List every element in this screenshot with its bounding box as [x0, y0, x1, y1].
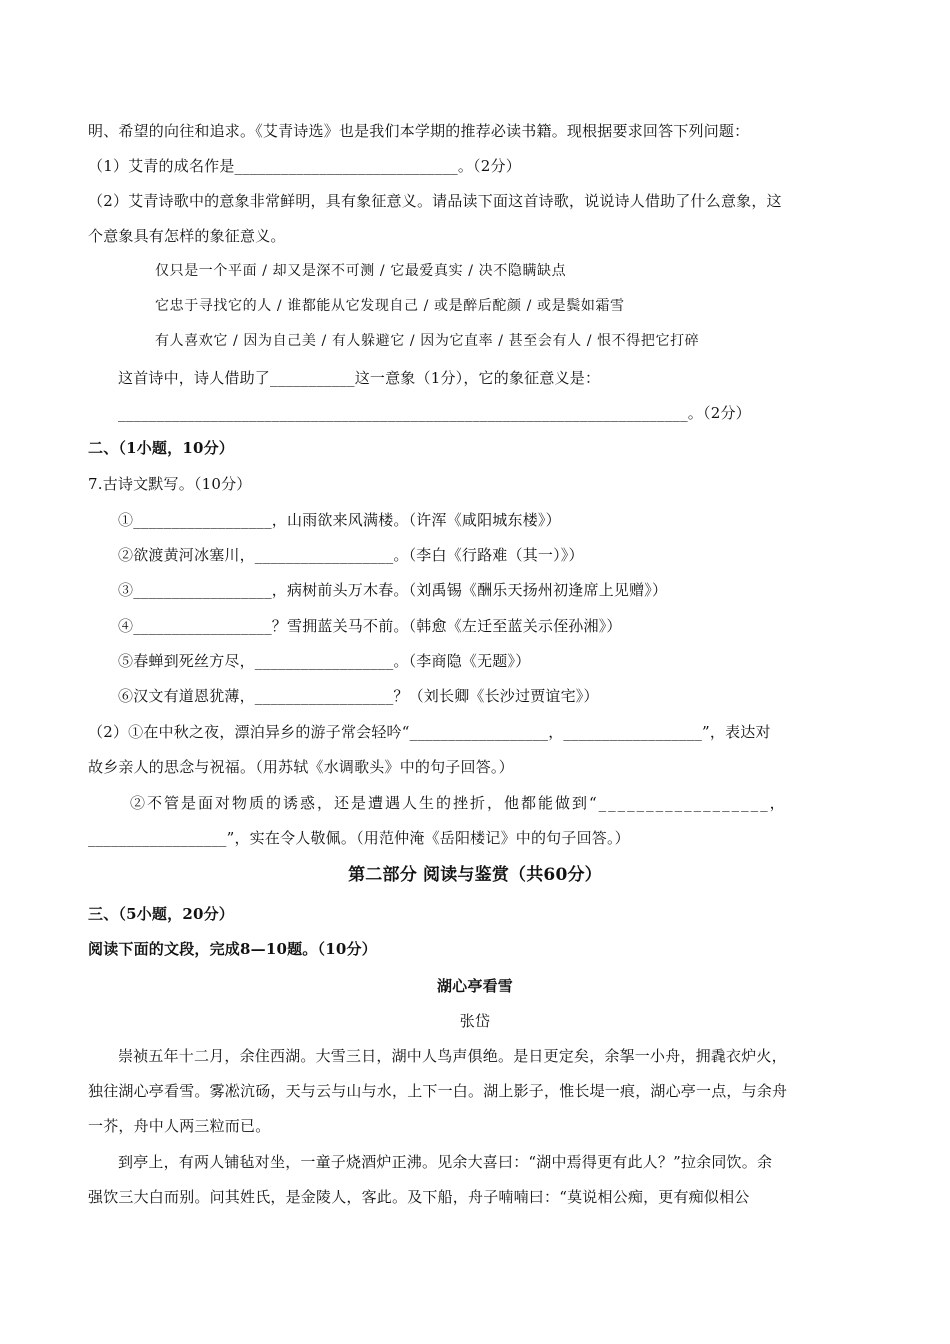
passage-para-1-line-2: 独往湖心亭看雪。雾凇沆砀，天与云与山与水，上下一白。湖上影子，惟长堤一痕，湖心亭一点，与余舟	[88, 1082, 788, 1100]
question-6-2-answer: 这首诗中，诗人借助了___________这一意象（1分），它的象征意义是：	[118, 369, 601, 387]
reading-instruction: 阅读下面的文段，完成8—10题。（10分）	[88, 940, 377, 958]
poem-line-1: 仅只是一个平面 / 却又是深不可测 / 它最爱真实 / 决不隐瞒缺点	[155, 263, 567, 279]
dictation-2: ②欲渡黄河冰塞川，__________________。（李白《行路难（其一）》）	[118, 546, 584, 564]
dictation-1: ①__________________，山雨欲来风满楼。（许浑《咸阳城东楼》）	[118, 511, 561, 529]
passage-para-2-line-2: 强饮三大白而别。问其姓氏，是金陵人，客此。及下船，舟子喃喃曰：“莫说相公痴，更有痴似相公	[88, 1188, 750, 1206]
passage-title: 湖心亭看雪	[436, 977, 513, 995]
continuation-line: 明、希望的向往和追求。《艾青诗选》也是我们本学期的推荐必读书籍。现根据要求回答下列问题：	[88, 122, 750, 140]
passage-para-2-line-1: 到亭上，有两人铺毡对坐，一童子烧酒炉正沸。见余大喜曰：“湖中焉得更有此人？”拉余同饮。余	[118, 1153, 773, 1171]
passage-author: 张岱	[459, 1012, 491, 1030]
question-7-2-1: （2）①在中秋之夜，漂泊异乡的游子常会轻吟“__________________，__________________”，表达对	[88, 723, 771, 741]
question-6-2-answer-line: __________________________________________________________________________。（2分）	[118, 404, 751, 422]
dictation-4: ④__________________？雪拥蓝关马不前。（韩愈《左迁至蓝关示侄孙湘》）	[118, 617, 622, 635]
poem-line-2: 它忠于寻找它的人 / 谁都能从它发现自己 / 或是醉后酡颜 / 或是鬓如霜雪	[155, 298, 625, 314]
poem-line-3: 有人喜欢它 / 因为自己美 / 有人躲避它 / 因为它直率 / 甚至会有人 / 恨不得把它打碎	[155, 333, 700, 349]
question-6-1: （1）艾青的成名作是_____________________________。（2分）	[88, 157, 521, 175]
section-3-heading: 三、（5小题，20分）	[88, 905, 235, 923]
section-2-heading: 二、（1小题，10分）	[88, 439, 235, 457]
question-6-2-cont: 个意象具有怎样的象征意义。	[88, 227, 286, 245]
question-7-2-2-cont: __________________”，实在令人敬佩。（用范仲淹《岳阳楼记》中的句子回答。）	[88, 829, 630, 847]
question-7: 7.古诗文默写。（10分）	[88, 475, 252, 493]
passage-para-1-line-1: 崇祯五年十二月，余住西湖。大雪三日，湖中人鸟声俱绝。是日更定矣，余挐一小舟，拥毳衣炉火，	[118, 1047, 787, 1065]
dictation-3: ③__________________，病树前头万木春。（刘禹锡《酬乐天扬州初逢席上见赠》）	[118, 581, 668, 599]
dictation-5: ⑤春蝉到死丝方尽，__________________。（李商隐《无题》）	[118, 652, 531, 670]
question-6-2: （2）艾青诗歌中的意象非常鲜明，具有象征意义。请品读下面这首诗歌，说说诗人借助了什么意象，这	[88, 192, 782, 210]
part-2-title: 第二部分 阅读与鉴赏（共60分）	[348, 865, 602, 885]
question-7-2-1-cont: 故乡亲人的思念与祝福。（用苏轼《水调歌头》中的句子回答。）	[88, 758, 514, 776]
passage-para-1-line-3: 一芥，舟中人两三粒而已。	[88, 1117, 271, 1135]
dictation-6: ⑥汉文有道恩犹薄，__________________？（刘长卿《长沙过贾谊宅》）	[118, 687, 599, 705]
question-7-2-2: ②不管是面对物质的诱惑，还是遭遇人生的挫折，他都能做到“__________________，	[130, 794, 787, 812]
